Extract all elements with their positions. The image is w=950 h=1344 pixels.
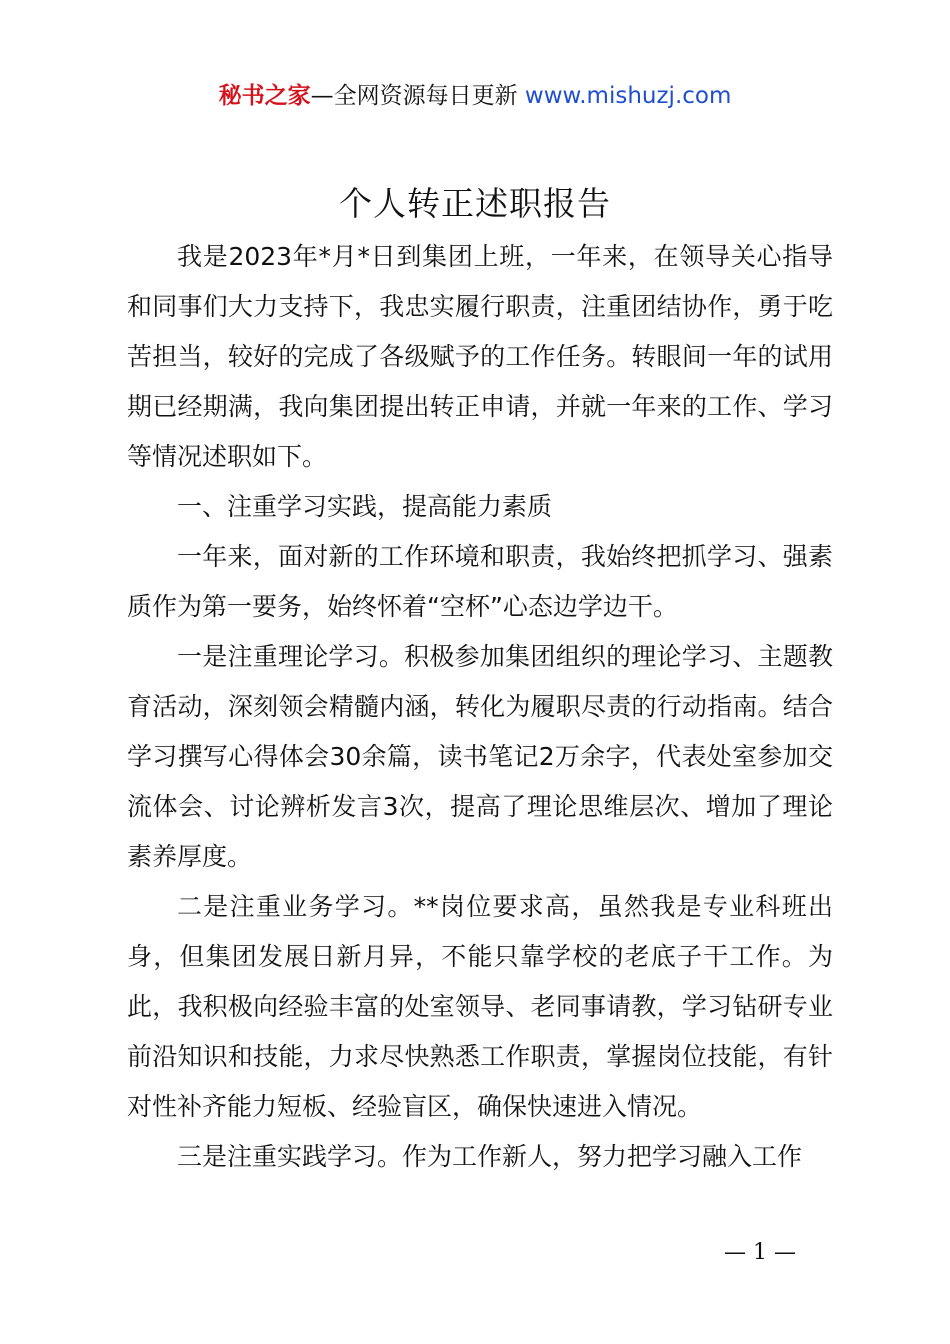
page-number: — 1 —: [724, 1240, 796, 1265]
paragraph: 三是注重实践学习。作为工作新人，努力把学习融入工作: [177, 1142, 803, 1171]
document-title: 个人转正述职报告: [339, 184, 611, 223]
paragraph: 二是注重业务学习。**岗位要求高，虽然我是专业科班出身，但集团发展日新月异，不能只靠学校的老底子干工作。为此，我积极向经验丰富的处室领导、老同事请教，学习钻研专业前沿知识和技能，力求尽快熟悉工作职责，掌握岗位技能，有针对性补齐能力短板、经验盲区，确保快速进入情况。: [127, 892, 833, 1121]
brand-name: 秘书之家: [218, 83, 311, 109]
site-header: [0, 80, 950, 112]
site-url-link[interactable]: www.mishuzj.com: [517, 83, 732, 109]
paragraph: 一是注重理论学习。积极参加集团组织的理论学习、主题教育活动，深刻领会精髓内涵，转化为履职尽责的行动指南。结合学习撰写心得体会30余篇，读书笔记2万余字，代表处室参加交流体会、讨论辨析发言3次，提高了理论思维层次、增加了理论素养厚度。: [127, 642, 833, 871]
document-body: [127, 232, 833, 1182]
header-tagline: —全网资源每日更新: [310, 83, 518, 109]
section-heading: 一、注重学习实践，提高能力素质: [177, 492, 553, 521]
paragraph: 一年来，面对新的工作环境和职责，我始终把抓学习、强素质作为第一要务，始终怀着“空杯”心态边学边干。: [127, 542, 833, 621]
paragraph: 我是2023年*月*日到集团上班，一年来，在领导关心指导和同事们大力支持下，我忠实履行职责，注重团结协作，勇于吃苦担当，较好的完成了各级赋予的工作任务。转眼间一年的试用期已经期满，我向集团提出转正申请，并就一年来的工作、学习等情况述职如下。: [127, 242, 833, 471]
